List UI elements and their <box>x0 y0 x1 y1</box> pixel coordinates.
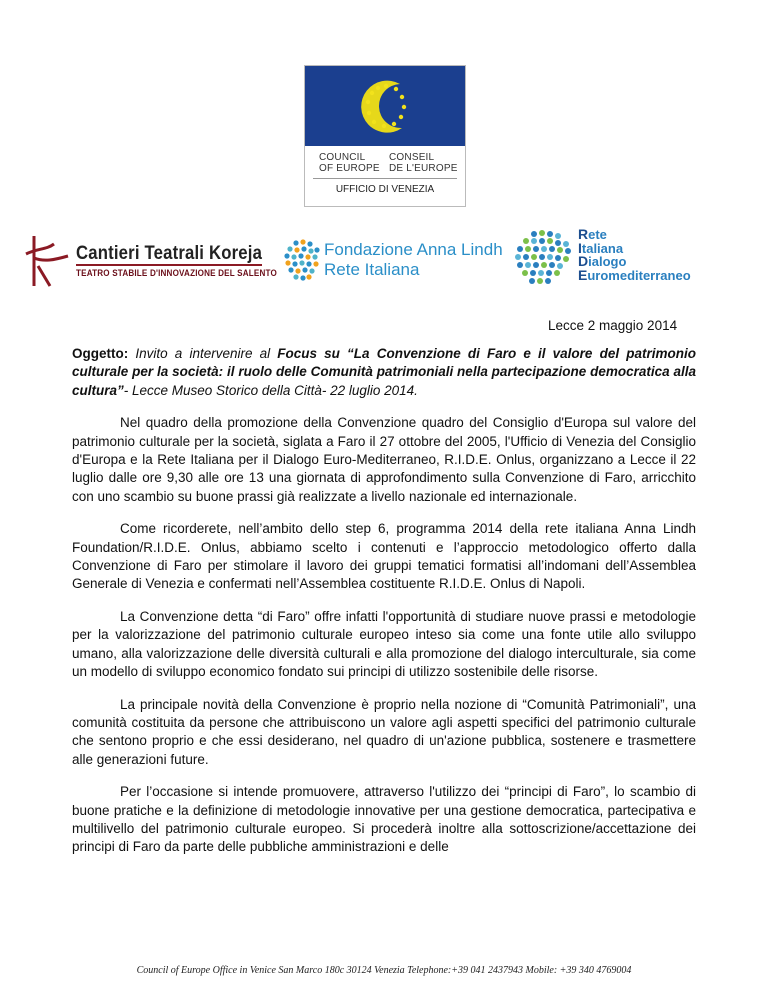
koreja-name: Cantieri Teatrali Koreja <box>76 243 263 264</box>
ride-line: Italiana <box>578 239 624 256</box>
letter-date: Lecce 2 maggio 2014 <box>548 318 678 333</box>
letter-paragraph: La Convenzione detta “di Faro” offre infatti l'opportunità di studiare nuove prassi e metodologie per la valorizzazione del patrimonio culturale europeo inteso sia come una fonte utile allo sviluppo umano, alla valorizzazione delle diversità culturali e alla promozione del dialogo interculturale, sia come un modello di sviluppo economico fondato sui principi di utilizzo sostenibile delle risorse. <box>72 608 696 680</box>
ride-line: Dialogo <box>578 253 627 269</box>
letter-paragraph: La principale novità della Convenzione è proprio nella nozione di “Comunità Patrimoniali”, una comunità costituita da persone che attribuiscono un valore agli aspetti specifici del patrimonio culturale che sentono proprio e che essi desiderano, nel quadro di un'azione pubblica, sostenere e trasmettere alle generazioni future. <box>72 696 696 767</box>
ride-logo <box>512 228 712 288</box>
anna-lindh-name: Fondazione Anna Lindh <box>324 240 503 259</box>
koreja-divider <box>76 264 262 266</box>
anna-lindh-dots-icon <box>282 238 322 282</box>
coe-english-name: COUNCIL OF EUROPE <box>319 152 380 174</box>
letter-paragraph: Come ricorderete, nell’ambito dello step 6, programma 2014 della rete italiana Anna Lindh Foundation/R.I.D.E. Onlus, abbiamo scelto i contenuti e l’approccio metodologico offerto dalla Convenzione di Faro per stimolare il lavoro dei gruppi tematici formatisi all’indomani dell’Assemblea Generale di Venezia e confermati nell’Assemblea costituente R.I.D.E. Onlus di Napoli. <box>72 521 696 592</box>
coe-divider <box>313 178 457 179</box>
letter-paragraph: Nel quadro della promozione della Convenzione quadro del Consiglio d'Europa sul valore del patrimonio culturale per la società, siglata a Faro il 27 ottobre del 2005, l'Ufficio di Venezia del Consiglio d'Europa e la Rete Italiana per il Dialogo Euro-Mediterraneo, R.I.D.E. Onlus, organizzano a Lecce il 22 luglio dalle ore 9,30 alle ore 13 una giornata di approfondimento sulla Convenzione di Faro, arricchito con uno scambio su buone prassi già realizzate a livello nazionale ed internazionale. <box>72 415 696 504</box>
anna-lindh-subtitle: Rete Italiana <box>324 260 420 279</box>
koreja-subtitle: TEATRO STABILE D'INNOVAZIONE DEL SALENTO <box>76 268 277 278</box>
ride-name <box>578 228 691 282</box>
coe-emblem-icon <box>350 70 422 142</box>
anna-lindh-logo <box>282 238 503 282</box>
footer-contact: Council of Europe Office in Venice San Marco 180c 30124 Venezia Telephone:+39 041 2437943 Mobile: +39 340 4769004 <box>136 965 632 976</box>
letter-paragraph: Per l’occasione si intende promuovere, attraverso l'utilizzo dei “principi di Faro”, lo scambio di buone pratiche e la definizione di metodologie innovative per una gestione democratica, partecipativa e multilivello del patrimonio culturale europeo. Si procederà inoltre alla sottoscrizione/accettazione dei principi di Faro da parte delle pubbliche amministrazioni e delle <box>72 784 696 855</box>
letter-body <box>72 345 696 871</box>
ride-dots-icon <box>512 228 576 288</box>
coe-office-name: UFFICIO DI VENEZIA <box>335 184 435 195</box>
koreja-logo <box>24 232 277 288</box>
council-of-europe-logo <box>304 65 466 207</box>
koreja-mark-icon <box>24 232 72 288</box>
letter-subject: Oggetto: Invito a intervenire al Focus su “La Convenzione di Faro e il valore del patrimonio culturale per la società: il ruolo delle Comunità patrimoniali nella partecipazione democratica alla cultura”- Lecce Museo Storico della Città- 22 luglio 2014. <box>72 346 696 398</box>
ride-line: Rete <box>578 226 607 242</box>
coe-french-name: CONSEIL DE L'EUROPE <box>389 152 458 174</box>
ride-line: Euromediterraneo <box>578 266 691 283</box>
